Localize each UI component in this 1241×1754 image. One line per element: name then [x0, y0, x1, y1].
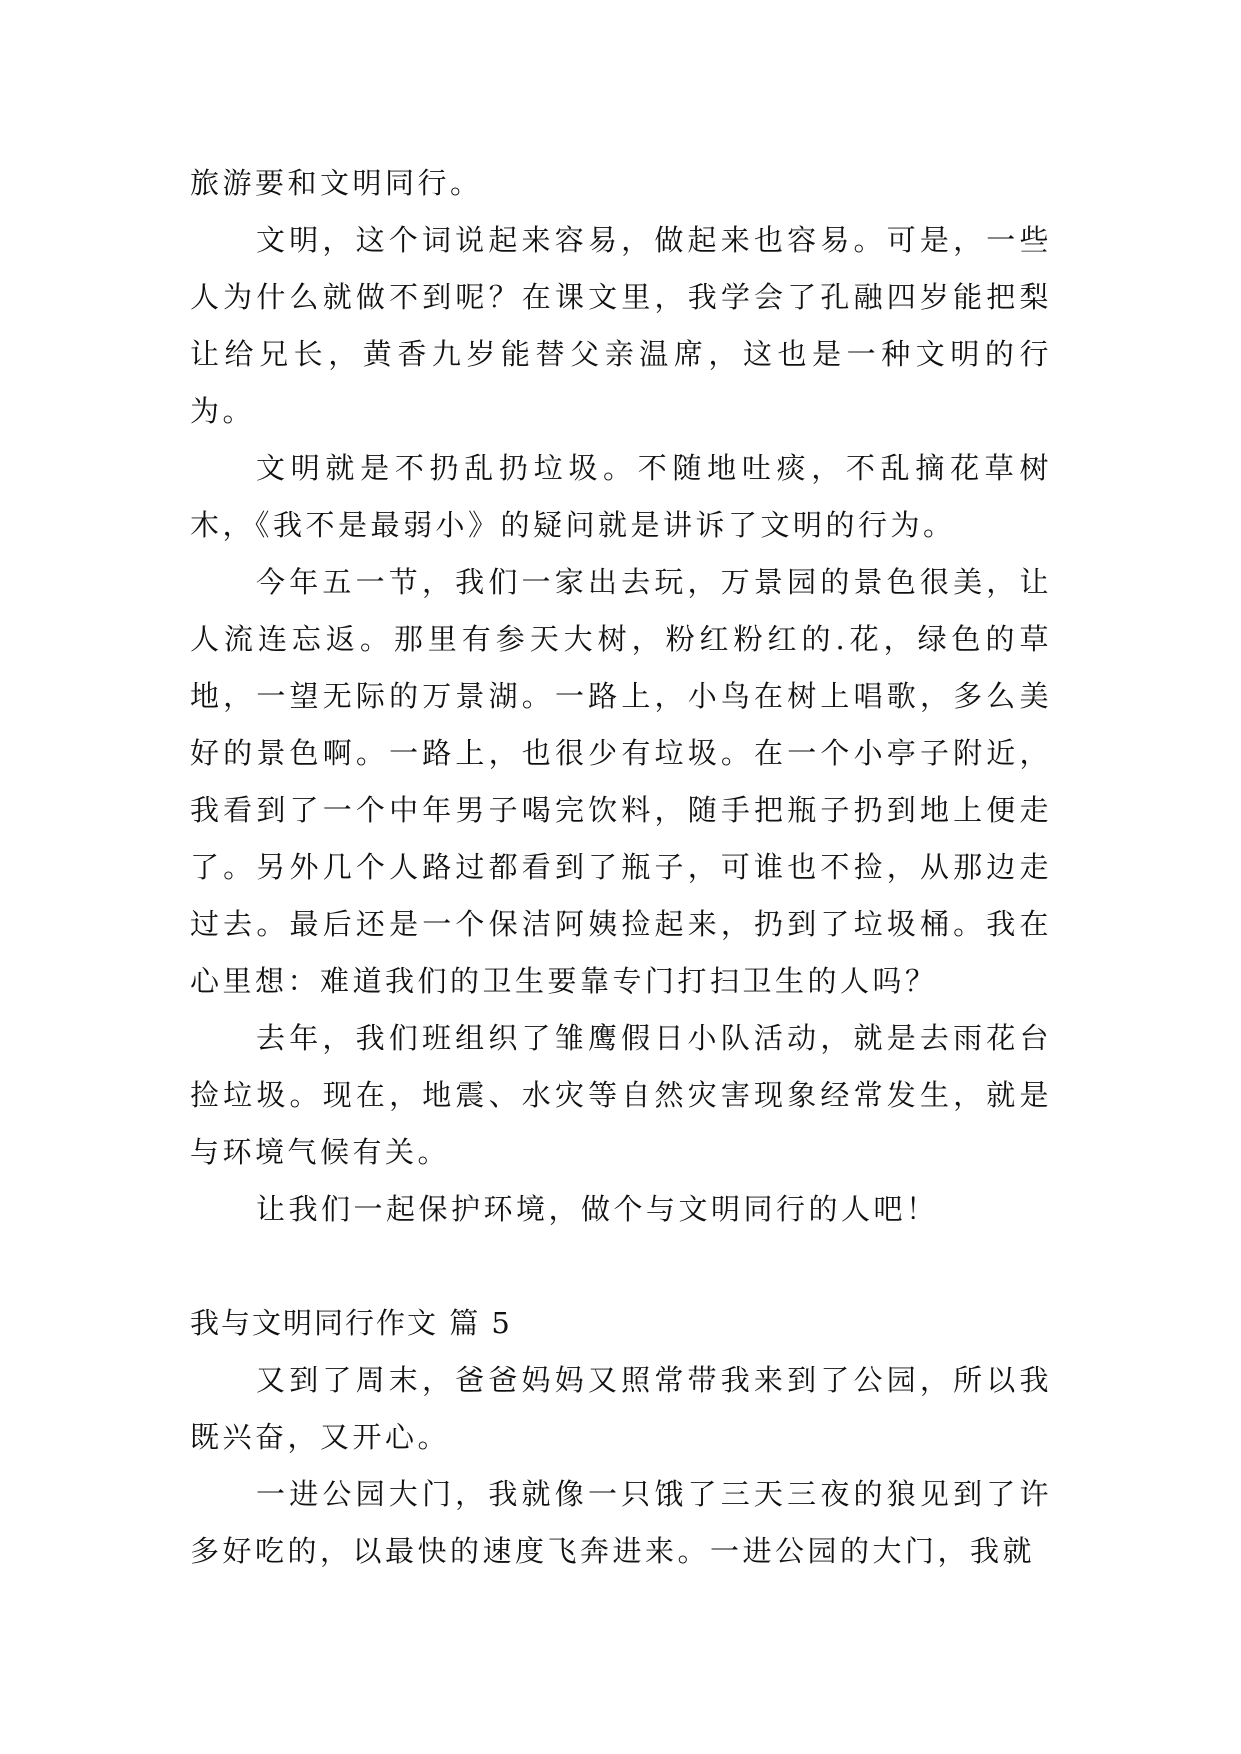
- paragraph-continuation: 旅游要和文明同行。: [190, 166, 483, 200]
- document-body: [190, 155, 1052, 1580]
- section-heading: 我与文明同行作文 篇 5: [190, 1306, 512, 1340]
- paragraph-park-entrance: 一进公园大门，我就像一只饿了三天三夜的狼见到了许多好吃的，以最快的速度飞奔进来。一进公园的大门，我就: [190, 1477, 1052, 1568]
- paragraph-last-year: 去年，我们班组织了雏鹰假日小队活动，就是去雨花台捡垃圾。现在，地震、水灾等自然灾害现象经常发生，就是与环境气候有关。: [190, 1021, 1052, 1169]
- paragraph-may-day-trip: 今年五一节，我们一家出去玩，万景园的景色很美，让人流连忘返。那里有参天大树，粉红粉红的.花，绿色的草地，一望无际的万景湖。一路上，小鸟在树上唱歌，多么美好的景色啊。一路上，也很少有垃圾。在一个小亭子附近，我看到了一个中年男子喝完饮料，随手把瓶子扔到地上便走了。另外几个人路过都看到了瓶子，可谁也不捡，从那边走过去。最后还是一个保洁阿姨捡起来，扔到了垃圾桶。我在心里想：难道我们的卫生要靠专门打扫卫生的人吗？: [190, 565, 1052, 998]
- paragraph-weekend: 又到了周末，爸爸妈妈又照常带我来到了公园，所以我既兴奋，又开心。: [190, 1363, 1052, 1454]
- section-spacer: [190, 1238, 1052, 1295]
- paragraph-no-littering: 文明就是不扔乱扔垃圾。不随地吐痰，不乱摘花草树木，《我不是最弱小》的疑问就是讲诉了文明的行为。: [190, 451, 1052, 542]
- paragraph-closing: 让我们一起保护环境，做个与文明同行的人吧！: [256, 1192, 939, 1226]
- paragraph-civility-easy: 文明，这个词说起来容易，做起来也容易。可是，一些人为什么就做不到呢？在课文里，我学会了孔融四岁能把梨让给兄长，黄香九岁能替父亲温席，这也是一种文明的行为。: [190, 223, 1052, 428]
